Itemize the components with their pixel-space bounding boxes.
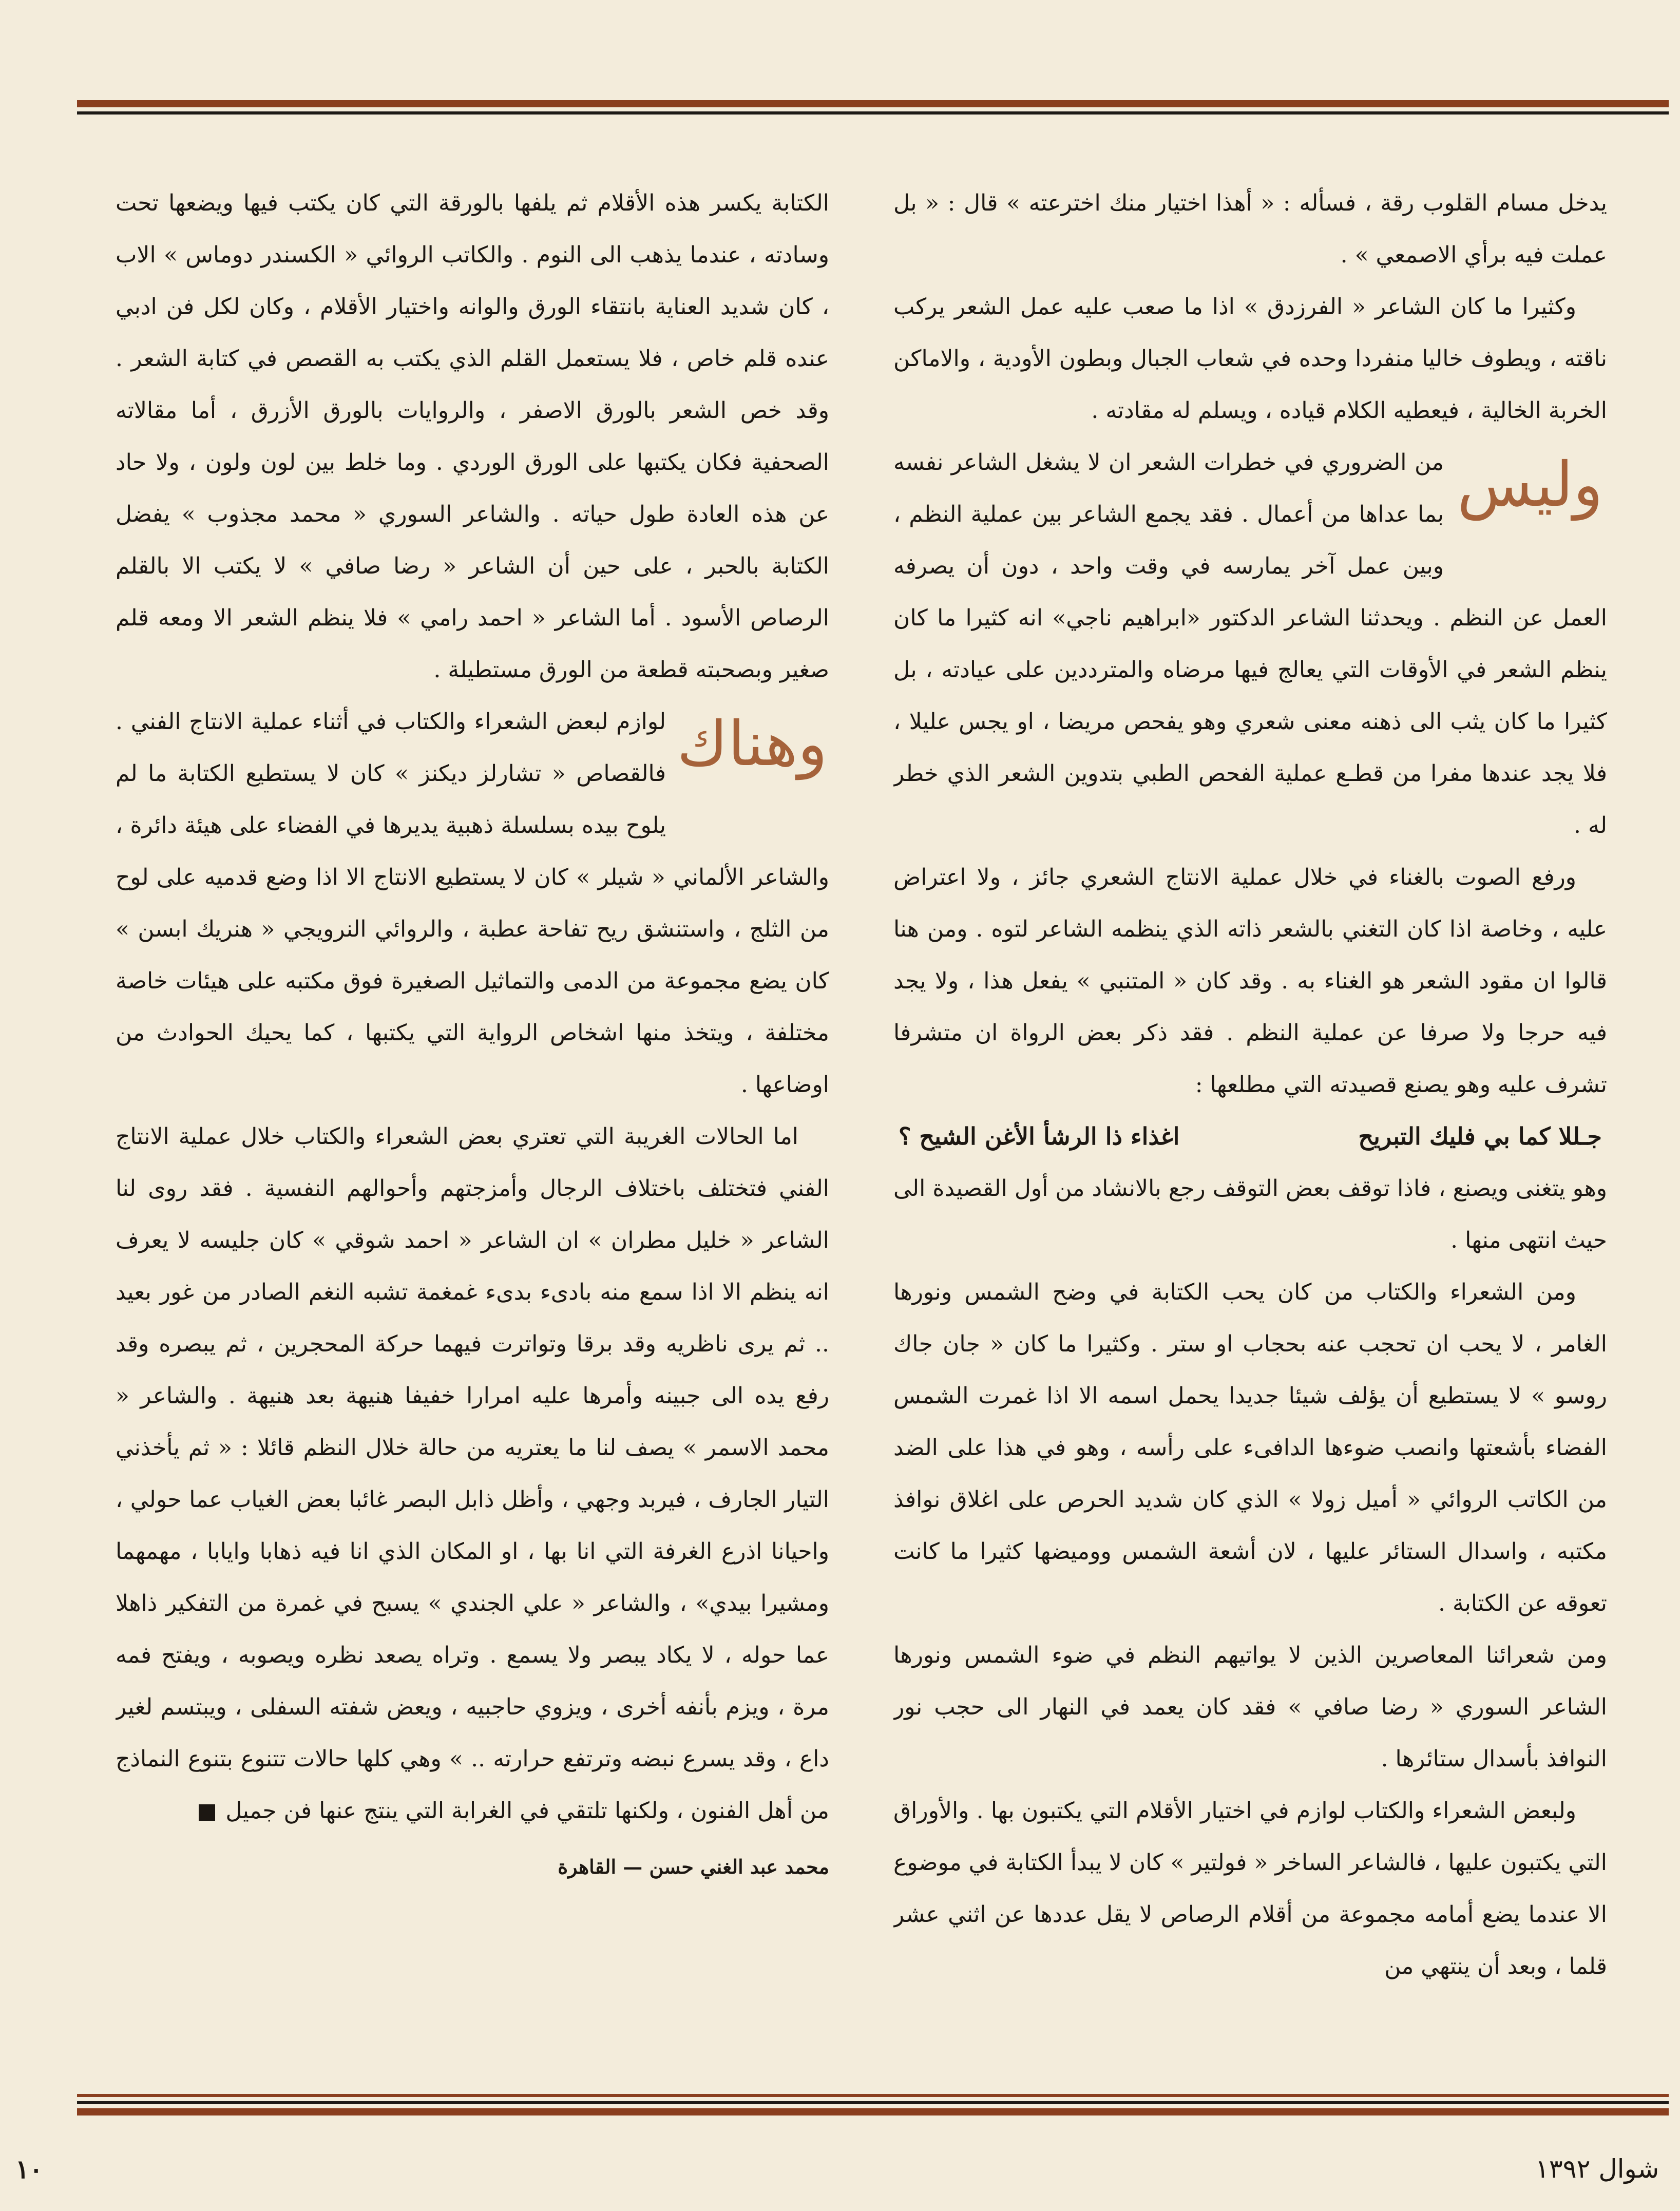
issue-date: شوال ١٣٩٢ [1535, 2154, 1659, 2184]
verse-first-hemistich: جـللا كما بي فليك التبريح [1358, 1122, 1602, 1150]
paragraph [116, 696, 829, 1111]
paragraph [893, 436, 1607, 851]
author-signature: محمد عبد الغني حسن — القاهرة [558, 1855, 829, 1878]
paragraph: الكتابة يكسر هذه الأقلام ثم يلفها بالورقة التي كان يكتب فيها ويضعها تحت وسادته ، عندما يذهب الى النوم . والكاتب الروائي « الكسندر دوماس » الاب ، كان شديد العناية بانتقاء الورق والوانه واختيار الأقلام ، وكان لكل فن ادبي عنده قلم خاص ، فلا يستعمل القلم الذي يكتب به القصص في كتابة الشعر . وقد خص الشعر بالورق الاصفر ، والروايات بالورق الأزرق ، أما مقالاته الصحفية فكان يكتبها على الورق الوردي . وما خلط بين لون ولون ، ولا حاد عن هذه العادة طول حياته . والشاعر السوري « محمد مجذوب » يفضل الكتابة بالحبر ، على حين أن الشاعر « رضا صافي » لا يكتب الا بالقلم الرصاص الأسود . أما الشاعر « احمد رامي » فلا ينظم الشعر الا ومعه قلم صغير وبصحبته قطعة من الورق مستطيلة . [116, 190, 829, 683]
top-rule [77, 100, 1669, 115]
paragraph [116, 1111, 829, 1837]
paragraph: ومن شعرائنا المعاصرين الذين لا يواتيهم النظم في ضوء الشمس ونورها الشاعر السوري « رضا صافي » فقد كان يعمد في النهار الى حجب نور النوافذ بأسدال ستائرها . [893, 1642, 1607, 1772]
paragraph: يدخل مسام القلوب رقة ، فسأله : « أهذا اختيار منك اخترعته » قال : « بل عملت فيه برأي الاصمعي » . [893, 190, 1607, 268]
verse-second-hemistich: اغذاء ذا الرشأ الأغن الشيح ؟ [899, 1122, 1180, 1150]
lead-word: وهناك [677, 709, 828, 780]
bottom-rule [77, 2090, 1669, 2115]
paragraph: ورفع الصوت بالغناء في خلال عملية الانتاج الشعري جائز ، ولا اعتراض عليه ، وخاصة اذا كان التغني بالشعر ذاته الذي ينظمه الشاعر لتوه . ومن هنا قالوا ان مقود الشعر هو الغناء به . وقد كان « المتنبي » يفعل هذا ، ولا يجد فيه حرجا ولا صرفا عن عملية النظم . فقد ذكر بعض الرواة ان متشرفا تشرف عليه وهو يصنع قصيدته التي مطلعها : [893, 864, 1607, 1098]
right-column [893, 177, 1607, 2026]
left-column [116, 177, 829, 2026]
paragraph-text: من الضروري في خطرات الشعر ان لا يشغل الشاعر نفسه بما عداها من أعمال . فقد يجمع الشاعر بين عملية النظم ، وبين عمل آخر يمارسه في وقت واحد ، دون أن يصرفه العمل عن النظم . ويحدثنا الشاعر الدكتور «ابراهيم ناجي» انه كثيرا ما كان ينظم الشعر في الأوقات التي يعالج فيها مرضاه والمترددين على عيادته ، بل كثيرا ما كان يثب الى ذهنه معنى شعري وهو يفحص مريضا ، او يجس عليلا ، فلا يجد عندها مفرا من قطـع عملية الفحص الطبي بتدوين الشعر الذي خطر له . [893, 449, 1607, 838]
end-square-icon [199, 1804, 215, 1821]
lead-word: وليس [1457, 449, 1603, 521]
paragraph: ولبعض الشعراء والكتاب لوازم في اختيار الأقلام التي يكتبون بها . والأوراق التي يكتبون عليها ، فالشاعر الساخر « فولتير » كان لا يبدأ الكتابة في موضوع الا عندما يضع أمامه مجموعة من أقلام الرصاص لا يقل عددها عن اثني عشر قلما ، وبعد أن ينتهي من [893, 1798, 1607, 1979]
paragraph: وكثيرا ما كان الشاعر « الفرزدق » اذا ما صعب عليه عمل الشعر يركب ناقته ، ويطوف خاليا منفردا وحده في شعاب الجبال وبطون الأودية ، والاماكن الخربة الخالية ، فيعطيه الكلام قياده ، ويسلم له مقادته . [893, 294, 1607, 424]
paragraph-text: اما الحالات الغريبة التي تعتري بعض الشعراء والكتاب خلال عملية الانتاج الفني فتختلف باختلاف الرجال وأمزجتهم وأحوالهم النفسية . فقد روى لنا الشاعر « خليل مطران » ان الشاعر « احمد شوقي » كان جليسه لا يعرف انه ينظم الا اذا سمع منه بادىء بدىء غمغمة تشبه النغم الصادر من غور بعيد .. ثم يرى ناظريه وقد برقا وتواترت فيهما حركة المحجرين ، ثم يبصره وقد رفع يده الى جبينه وأمرها عليه امرارا خفيفا هنيهة بعد هنيهة . والشاعر « محمد الاسمر » يصف لنا ما يعتريه من حالة خلال النظم قائلا : « ثم يأخذني التيار الجارف ، فيربد وجهي ، وأظل ذابل البصر غائبا بعض الغياب عما حولي ، واحيانا اذرع الغرفة التي انا بها ، او المكان الذي انا فيه ذهابا وايابا ، مهمهما ومشيرا بيدي» ، والشاعر « علي الجندي » يسبح في غمرة من التفكير ذاهلا عما حوله ، لا يكاد يبصر ولا يسمع . وتراه يصعد نظره ويصوبه ، ويفتح فمه مرة ، ويزم بأنفه أخرى ، ويزوي حاجبيه ، ويعض شفته السفلى ، ويبتسم لغير داع ، وقد يسرع نبضه وترتفع حرارته .. » وهي كلها حالات تتنوع بتنوع النماذج من أهل الفنون ، ولكنها تلتقي في الغرابة التي ينتج عنها فن جميل [116, 1123, 829, 1824]
poetry-verse [893, 1111, 1607, 1162]
paragraph: ومن الشعراء والكتاب من كان يحب الكتابة في وضح الشمس ونورها الغامر ، لا يحب ان تحجب عنه بحجاب او ستر . وكثيرا ما كان « جان جاك روسو » لا يستطيع أن يؤلف شيئا جديدا يحمل اسمه الا اذا غمرت الشمس الفضاء بأشعتها وانصب ضوءها الدافىء على رأسه ، وهو في هذا على الضد من الكاتب الروائي « أميل زولا » الذي كان شديد الحرص على اغلاق نوافذ مكتبه ، واسدال الستائر عليها ، لان أشعة الشمس ووميضها كثيرا ما كانت تعوقه عن الكتابة . [893, 1279, 1607, 1616]
paragraph: وهو يتغنى ويصنع ، فاذا توقف بعض التوقف رجع بالانشاد من أول القصيدة الى حيث انتهى منها . [893, 1175, 1607, 1253]
page-number: ١٠ [15, 2154, 43, 2184]
paragraph-text: لوازم لبعض الشعراء والكتاب في أثناء عملية الانتاج الفني . فالقصاص « تشارلز ديكنز » كان لا يستطيع الكتابة ما لم يلوح بيده بسلسلة ذهبية يديرها في الفضاء على هيئة دائرة ، والشاعر الألماني « شيلر » كان لا يستطيع الانتاج الا اذا وضع قدميه على لوح من الثلج ، واستنشق ريح تفاحة عطبة ، والروائي النرويجي « هنريك ابسن » كان يضع مجموعة من الدمى والتماثيل الصغيرة فوق مكتبه على هيئات خاصة مختلفة ، ويتخذ منها اشخاص الرواية التي يكتبها ، كما يحيك الحوادث من اوضاعها . [116, 709, 829, 1098]
